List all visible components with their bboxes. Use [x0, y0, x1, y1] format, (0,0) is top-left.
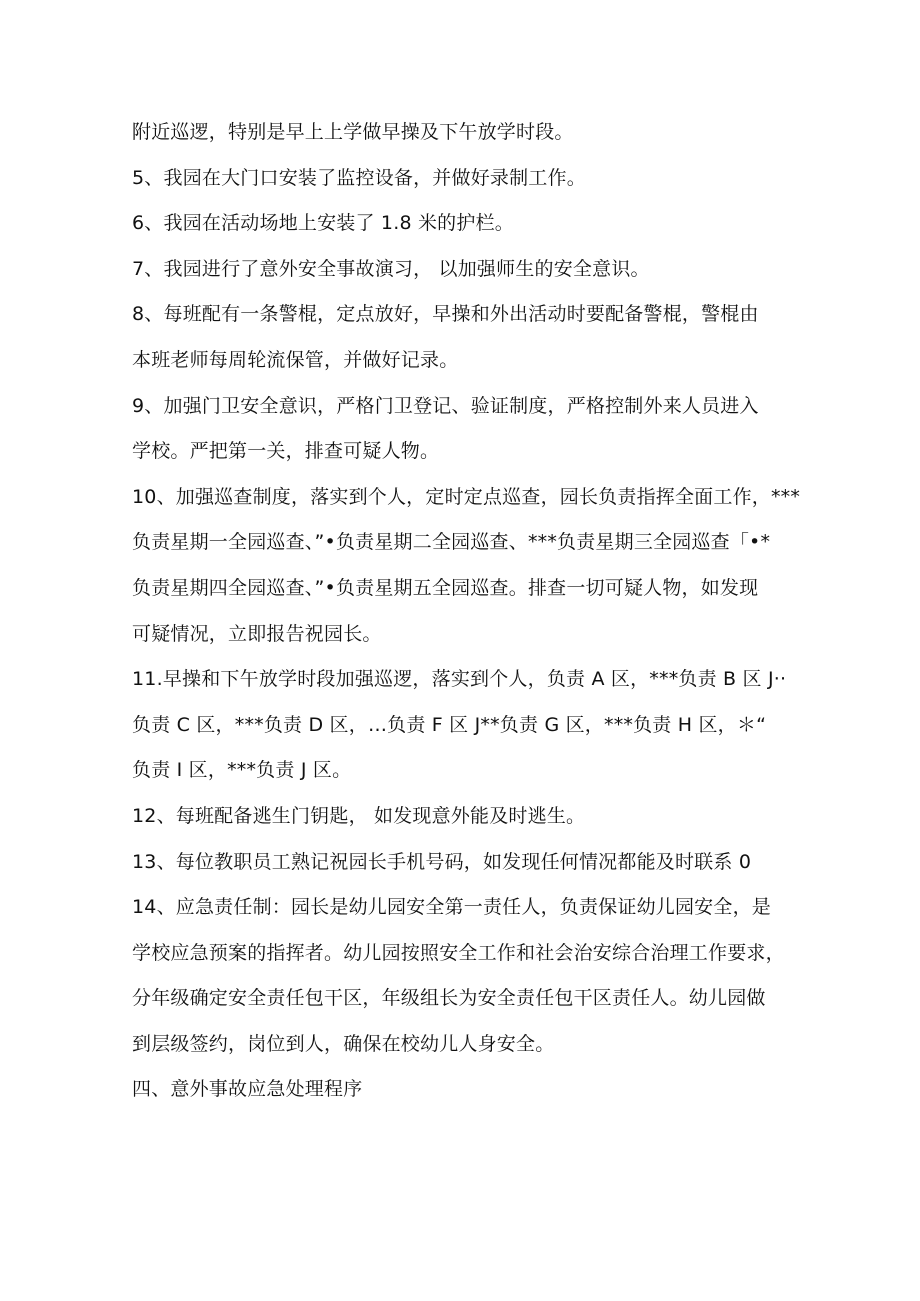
text-line: 可疑情况，立即报告祝园长。: [132, 622, 382, 645]
document-body: [132, 110, 801, 1113]
text-line: 分年级确定安全责任包干区，年级组长为安全责任包干区责任人。幼儿园做: [132, 987, 766, 1010]
text-line: 负责 I 区，***负责 J 区。: [132, 759, 352, 782]
text-line: 10、加强巡查制度，落实到个人，定时定点巡查，园长负责指挥全面工作，***: [132, 485, 801, 508]
text-line: 5、我园在大门口安装了监控设备，并做好录制工作。: [132, 166, 586, 189]
text-line: 附近巡逻，特别是早上上学做早操及下午放学时段。: [132, 121, 574, 143]
text-line: 13、每位教职员工熟记祝园长手机号码，如发现任何情况都能及时联系 0: [132, 850, 752, 873]
text-line: 负责星期一全园巡查、”•负责星期二全园巡查、***负责星期三全园巡查「•*: [132, 531, 771, 554]
text-line: 12、每班配备逃生门钥匙， 如发现意外能及时逃生。: [132, 804, 586, 827]
text-line: 7、我园进行了意外安全事故演习， 以加强师生的安全意识。: [132, 257, 650, 280]
text-line: 8、每班配有一条警棍，定点放好，早操和外出活动时要配备警棍，警棍由: [132, 303, 759, 326]
text-line: 14、应急责任制：园长是幼儿园安全第一责任人，负责保证幼儿园安全，是: [132, 896, 771, 919]
text-line: 6、我园在活动场地上安装了 1.8 米的护栏。: [132, 212, 514, 235]
text-line: 学校。严把第一关，排查可疑人物。: [132, 440, 440, 463]
text-line: 9、加强门卫安全意识，严格门卫登记、验证制度，严格控制外来人员进入: [132, 394, 759, 417]
text-line: 到层级签约，岗位到人，确保在校幼儿人身安全。: [132, 1032, 555, 1055]
text-line: 11.早操和下午放学时段加强巡逻，落实到个人，负责 A 区，***负责 B 区 J··: [132, 668, 787, 691]
text-line: 负责星期四全园巡查、”•负责星期五全园巡查。排查一切可疑人物，如发现: [132, 576, 759, 599]
text-line: 学校应急预案的指挥者。幼儿园按照安全工作和社会治安综合治理工作要求，: [132, 941, 785, 964]
text-line: 负责 C 区，***负责 D 区，…负责 F 区 J**负责 G 区，***负责 H 区，＊“: [132, 713, 767, 736]
section-heading: 四、意外事故应急处理程序: [132, 1078, 363, 1101]
text-line: 本班老师每周轮流保管，并做好记录。: [132, 348, 459, 371]
